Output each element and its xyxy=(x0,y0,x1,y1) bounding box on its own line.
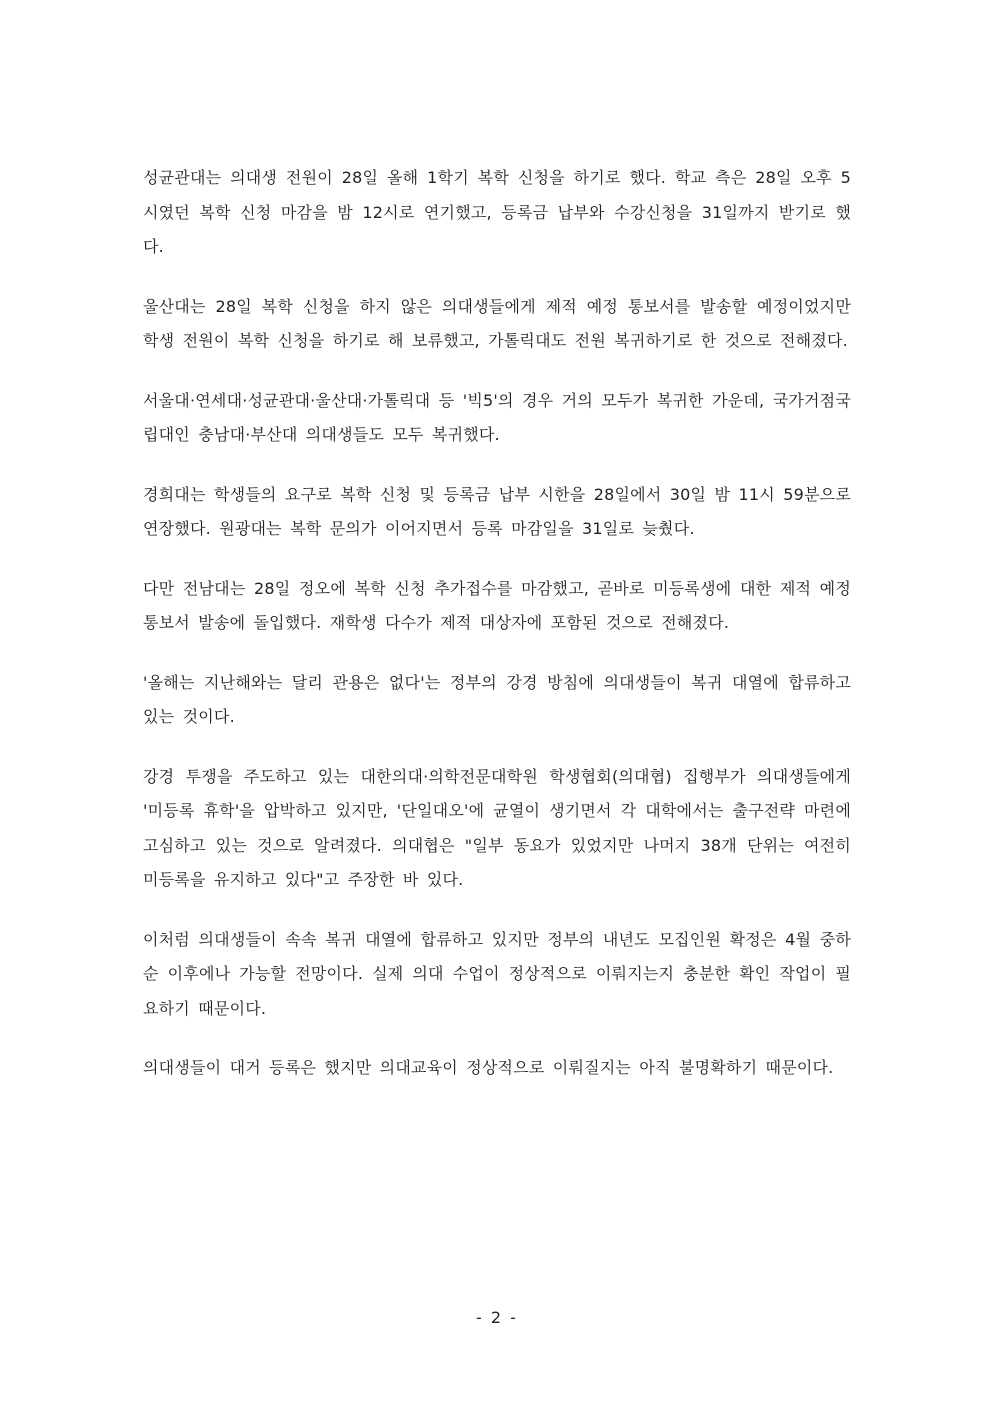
paragraph-spacer xyxy=(143,898,851,923)
page-number: - 2 - xyxy=(476,1308,516,1327)
paragraph-spacer xyxy=(143,265,851,290)
paragraph-2: 울산대는 28일 복학 신청을 하지 않은 의대생들에게 제적 예정 통보서를 발송할 예정이었지만 학생 전원이 복학 신청을 하기로 해 보류했고, 가톨릭대도 전원 복귀하기로 한 것으로 전해졌다. xyxy=(143,296,851,350)
paragraph-4: 경희대는 학생들의 요구로 복학 신청 및 등록금 납부 시한을 28일에서 30일 밤 11시 59분으로 연장했다. 원광대는 복학 문의가 이어지면서 등록 마감일을 31일로 늦췄다. xyxy=(143,484,851,538)
paragraph-spacer xyxy=(143,359,851,384)
paragraph-9: 의대생들이 대거 등록은 했지만 의대교육이 정상적으로 이뤄질지는 아직 불명확하기 때문이다. xyxy=(143,1058,834,1077)
paragraph-spacer xyxy=(143,453,851,478)
paragraph-1: 성균관대는 의대생 전원이 28일 올해 1학기 복학 신청을 하기로 했다. 학교 측은 28일 오후 5시였던 복학 신청 마감을 밤 12시로 연기했고, 등록금 납부와 수강신청을 31일까지 받기로 했다. xyxy=(143,168,851,256)
paragraph-spacer xyxy=(143,547,851,572)
paragraph-6: '올해는 지난해와는 달리 관용은 없다'는 정부의 강경 방침에 의대생들이 복귀 대열에 합류하고 있는 것이다. xyxy=(143,672,851,726)
paragraph-8: 이처럼 의대생들이 속속 복귀 대열에 합류하고 있지만 정부의 내년도 모집인원 확정은 4월 중하순 이후에나 가능할 전망이다. 실제 의대 수업이 정상적으로 이뤄지는지 충분한 확인 작업이 필요하기 때문이다. xyxy=(143,929,851,1018)
paragraph-3: 서울대·연세대·성균관대·울산대·가톨릭대 등 '빅5'의 경우 거의 모두가 복귀한 가운데, 국가거점국립대인 충남대·부산대 의대생들도 모두 복귀했다. xyxy=(143,390,851,444)
paragraph-5: 다만 전남대는 28일 정오에 복학 신청 추가접수를 마감했고, 곧바로 미등록생에 대한 제적 예정 통보서 발송에 돌입했다. 재학생 다수가 제적 대상자에 포함된 것으로 전해졌다. xyxy=(143,578,851,632)
paragraph-7: 강경 투쟁을 주도하고 있는 대한의대·의학전문대학원 학생협회(의대협) 집행부가 의대생들에게 '미등록 휴학'을 압박하고 있지만, '단일대오'에 균열이 생기면서 각 대학에서는 출구전략 마련에 고심하고 있는 것으로 알려졌다. 의대협은 "일부 동요가 있었지만 나머지 38개 단위는 여전히 미등록을 유지하고 있다"고 주장한 바 있다. xyxy=(143,766,851,889)
paragraph-spacer xyxy=(143,1026,851,1051)
article-body xyxy=(143,161,851,1086)
paragraph-spacer xyxy=(143,735,851,760)
paragraph-spacer xyxy=(143,641,851,666)
